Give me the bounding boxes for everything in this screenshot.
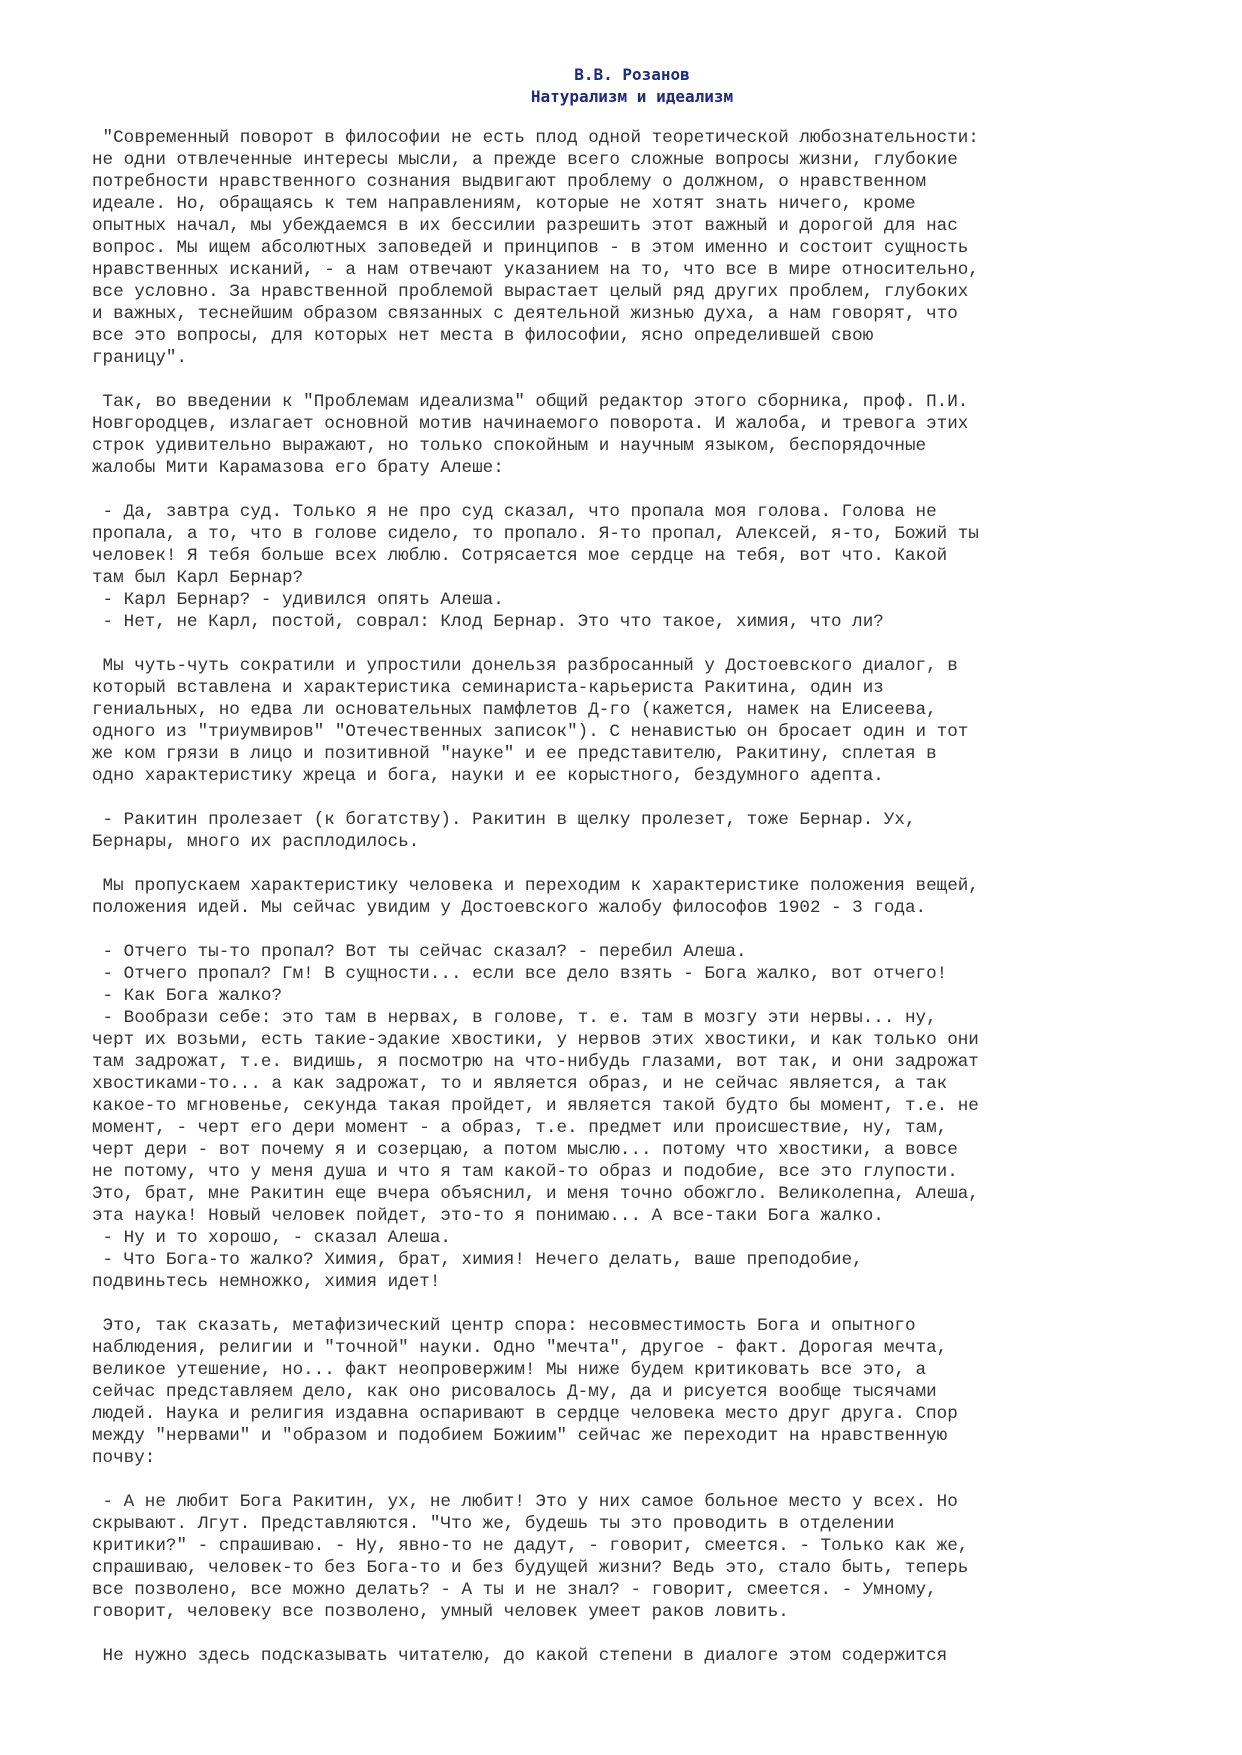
text-line: - Нет, не Карл, постой, соврал: Клод Бернар. Это что такое, химия, что ли? bbox=[92, 612, 884, 632]
text-line: Новгородцев, излагает основной мотив начинаемого поворота. И жалоба, и тревога этих bbox=[92, 414, 969, 434]
text-line: людей. Наука и религия издавна оспаривают в сердце человека место друг друга. Спор bbox=[92, 1404, 958, 1424]
text-line: наблюдения, религии и "точной" науки. Одно "мечта", другое - факт. Дорогая мечта, bbox=[92, 1338, 948, 1358]
text-line: великое утешение, но... факт неопровержим! Мы ниже будем критиковать все это, а bbox=[92, 1360, 927, 1380]
text-line: черт дери - вот почему я и созерцаю, а потом мыслю... потому что хвостики, а вовсе bbox=[92, 1140, 958, 1160]
text-line: почву: bbox=[92, 1448, 156, 1468]
text-line: там был Карл Бернар? bbox=[92, 568, 304, 588]
text-line: человек! Я тебя больше всех люблю. Сотрясается мое сердце на тебя, вот что. Какой bbox=[92, 546, 948, 566]
text-line: Не нужно здесь подсказывать читателю, до какой степени в диалоге этом содержится bbox=[92, 1646, 948, 1666]
document-page bbox=[92, 64, 1172, 1689]
author-name: В.В. Розанов bbox=[574, 65, 690, 84]
text-line: - Карл Бернар? - удивился опять Алеша. bbox=[92, 590, 504, 610]
text-line: сейчас представляем дело, как оно рисовалось Д-му, да и рисуется вообще тысячами bbox=[92, 1382, 937, 1402]
text-line: - Что Бога-то жалко? Химия, брат, химия! Нечего делать, ваше преподобие, bbox=[92, 1250, 863, 1270]
text-line: - Как Бога жалко? bbox=[92, 986, 283, 1006]
text-line: гениальных, но едва ли основательных памфлетов Д-го (кажется, намек на Елисеева, bbox=[92, 700, 937, 720]
text-line: не одни отвлеченные интересы мысли, а прежде всего сложные вопросы жизни, глубокие bbox=[92, 150, 958, 170]
paragraph bbox=[92, 875, 1172, 919]
text-line: - Отчего ты-то пропал? Вот ты сейчас сказал? - перебил Алеша. bbox=[92, 942, 747, 962]
document-title: Натурализм и идеализм bbox=[530, 87, 734, 106]
text-line: же ком грязи в лицо и позитивной "науке" и ее представителю, Ракитину, сплетая в bbox=[92, 744, 937, 764]
text-line: не потому, что у меня душа и что я там какой-то образ и подобие, все это глупости. bbox=[92, 1162, 958, 1182]
text-line: подвиньтесь немножко, химия идет! bbox=[92, 1272, 441, 1292]
text-line: черт их возьми, есть такие-эдакие хвостики, у нервов этих хвостики, и как только они bbox=[92, 1030, 979, 1050]
text-line: одно характеристику жреца и бога, науки и ее корыстного, бездумного адепта. bbox=[92, 766, 884, 786]
text-line: вопрос. Мы ищем абсолютных заповедей и принципов - в этом именно и состоит сущность bbox=[92, 238, 969, 258]
paragraph bbox=[92, 1645, 1172, 1667]
text-line: между "нервами" и "образом и подобием Божиим" сейчас же переходит на нравственную bbox=[92, 1426, 948, 1446]
text-line: все условно. За нравственной проблемой вырастает целый ряд других проблем, глубоких bbox=[92, 282, 969, 302]
text-line: опытных начал, мы убеждаемся в их бессилии разрешить этот важный и дорогой для нас bbox=[92, 216, 958, 236]
text-line: - Отчего пропал? Гм! В сущности... если все дело взять - Бога жалко, вот отчего! bbox=[92, 964, 948, 984]
text-line: нравственных исканий, - а нам отвечают указанием на то, что все в мире относительно, bbox=[92, 260, 979, 280]
text-line: "Современный поворот в философии не есть плод одной теоретической любознательности: bbox=[92, 128, 979, 148]
text-line: хвостиками-то... а как задрожат, то и является образ, и не сейчас является, а так bbox=[92, 1074, 948, 1094]
text-line: Это, так сказать, метафизический центр спора: несовместимость Бога и опытного bbox=[92, 1316, 916, 1336]
text-line: спрашиваю, человек-то без Бога-то и без будущей жизни? Ведь это, стало быть, теперь bbox=[92, 1558, 969, 1578]
text-line: Мы пропускаем характеристику человека и переходим к характеристике положения вещей, bbox=[92, 876, 979, 896]
text-line: жалобы Мити Карамазова его брату Алеше: bbox=[92, 458, 504, 478]
text-line: - Ну и то хорошо, - сказал Алеша. bbox=[92, 1228, 451, 1248]
text-line: и важных, теснейшим образом связанных с деятельной жизнью духа, а нам говорят, что bbox=[92, 304, 958, 324]
text-line: Мы чуть-чуть сократили и упростили донельзя разбросанный у Достоевского диалог, в bbox=[92, 656, 958, 676]
text-line: - Да, завтра суд. Только я не про суд сказал, что пропала моя голова. Голова не bbox=[92, 502, 937, 522]
text-line: скрывают. Лгут. Представляются. "Что же, будешь ты это проводить в отделении bbox=[92, 1514, 895, 1534]
text-line: - Вообрази себе: это там в нервах, в голове, т. е. там в мозгу эти нервы... ну, bbox=[92, 1008, 937, 1028]
text-line: Бернары, много их расплодилось. bbox=[92, 832, 420, 852]
text-line: положения идей. Мы сейчас увидим у Достоевского жалобу философов 1902 - 3 года. bbox=[92, 898, 927, 918]
text-line: - Ракитин пролезает (к богатству). Ракитин в щелку пролезет, тоже Бернар. Ух, bbox=[92, 810, 916, 830]
text-line: строк удивительно выражают, но только спокойным и научным языком, беспорядочные bbox=[92, 436, 927, 456]
document-body bbox=[92, 127, 1172, 1667]
text-line: момент, - черт его дери момент - а образ, т.е. предмет или происшествие, ну, там, bbox=[92, 1118, 948, 1138]
paragraph bbox=[92, 941, 1172, 1293]
text-line: Так, во введении к "Проблемам идеализма" общий редактор этого сборника, проф. П.И. bbox=[92, 392, 969, 412]
text-line: одного из "триумвиров" "Отечественных записок"). С ненавистью он бросает один и тот bbox=[92, 722, 969, 742]
text-line: какое-то мгновенье, секунда такая пройдет, и является такой будто бы момент, т.е. не bbox=[92, 1096, 979, 1116]
paragraph bbox=[92, 655, 1172, 787]
text-line: все позволено, все можно делать? - А ты и не знал? - говорит, смеется. - Умному, bbox=[92, 1580, 937, 1600]
paragraph bbox=[92, 1315, 1172, 1469]
paragraph bbox=[92, 1491, 1172, 1623]
paragraph bbox=[92, 809, 1172, 853]
text-line: идеале. Но, обращаясь к тем направлениям, которые не хотят знать ничего, кроме bbox=[92, 194, 916, 214]
document-header bbox=[92, 64, 1172, 108]
text-line: говорит, человеку все позволено, умный человек умеет раков ловить. bbox=[92, 1602, 789, 1622]
text-line: Это, брат, мне Ракитин еще вчера объяснил, и меня точно обожгло. Великолепна, Алеша, bbox=[92, 1184, 979, 1204]
text-line: который вставлена и характеристика семинариста-карьериста Ракитина, один из bbox=[92, 678, 884, 698]
text-line: - А не любит Бога Ракитин, ух, не любит! Это у них самое больное место у всех. Но bbox=[92, 1492, 958, 1512]
text-line: границу". bbox=[92, 348, 188, 368]
text-line: потребности нравственного сознания выдвигают проблему о должном, о нравственном bbox=[92, 172, 927, 192]
paragraph bbox=[92, 127, 1172, 369]
text-line: все это вопросы, для которых нет места в философии, ясно определившей свою bbox=[92, 326, 874, 346]
paragraph bbox=[92, 501, 1172, 633]
text-line: пропала, а то, что в голове сидело, то пропало. Я-то пропал, Алексей, я-то, Божий ты bbox=[92, 524, 979, 544]
text-line: там задрожат, т.е. видишь, я посмотрю на что-нибудь глазами, вот так, и они задрожат bbox=[92, 1052, 979, 1072]
paragraph bbox=[92, 391, 1172, 479]
text-line: критики?" - спрашиваю. - Ну, явно-то не дадут, - говорит, смеется. - Только как же, bbox=[92, 1536, 969, 1556]
text-line: эта наука! Новый человек пойдет, это-то я понимаю... А все-таки Бога жалко. bbox=[92, 1206, 884, 1226]
